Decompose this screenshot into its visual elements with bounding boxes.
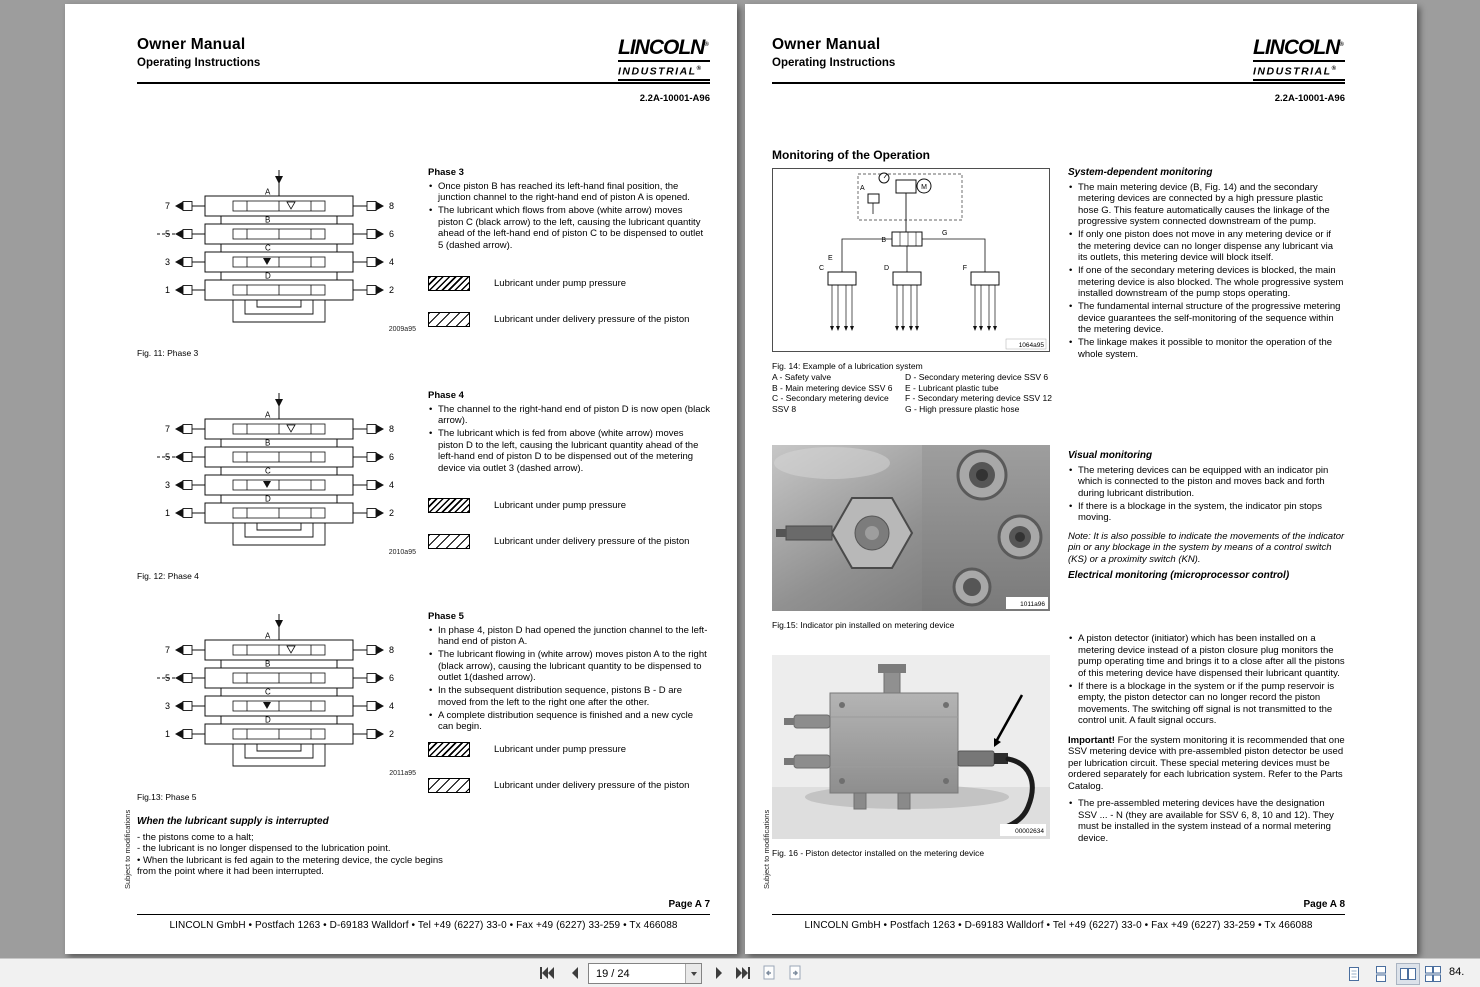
phase4-heading: Phase 4 xyxy=(428,390,464,401)
piston-detector-section xyxy=(1068,633,1345,846)
device-f-label: F xyxy=(962,265,967,272)
visual-bullet-2: • If there is a blockage in the system, the indicator pin stops moving. xyxy=(1068,501,1345,524)
page-select-dropdown[interactable] xyxy=(685,964,701,983)
legend-delivery-pressure xyxy=(428,778,710,793)
phase4-bullet-1: • The channel to the right-hand end of piston D is now open (black arrow). xyxy=(428,404,710,427)
port-number: 8 xyxy=(389,201,395,211)
piston-label: A xyxy=(265,187,271,197)
next-view-button[interactable] xyxy=(784,964,806,982)
page-number-label: Page A 7 xyxy=(668,899,710,910)
final-bullet: • The pre-assembled metering devices have the designation SSV ... - N (they are available for SSV 6, 8, 10 and 12). They must be installed in the system instead of a normal metering device. xyxy=(1068,798,1345,844)
doc-code: 2.2A-10001-A96 xyxy=(639,93,710,104)
port-number: 8 xyxy=(389,645,395,655)
piston-label: C xyxy=(265,466,271,476)
header-rule xyxy=(772,82,1345,84)
port-number: 5 xyxy=(164,229,170,239)
important-text: For the system monitoring it is recommended that one SSV metering device with pre-assembled piston detector be used per lubrication circuit. These special metering devices must be ordered separately for each lubrication system. Refer to the Parts Catalog. xyxy=(1068,734,1345,792)
two-page-view-button[interactable] xyxy=(1396,963,1420,985)
device-d-label: D xyxy=(883,265,889,272)
lubrication-system-diagram xyxy=(772,168,1050,352)
continuous-view-button[interactable] xyxy=(1369,963,1393,985)
figure-code: 1064a95 xyxy=(1018,342,1044,349)
figure-16 xyxy=(772,655,1050,858)
previous-view-button[interactable] xyxy=(758,964,780,982)
port-number: 1 xyxy=(164,508,170,518)
detector-bullet-2: • If there is a blockage in the system or if the pump reservoir is empty, the piston detector can no longer record the piston movements. The switching off signal is not transmitted to the control unit. A fault signal occurs. xyxy=(1068,681,1345,727)
port-number: 5 xyxy=(164,673,170,683)
port-number: 6 xyxy=(389,673,395,683)
port-number: 4 xyxy=(389,701,395,711)
port-number: 6 xyxy=(389,452,395,462)
last-page-button[interactable] xyxy=(732,964,754,982)
page-title: Owner Manual xyxy=(772,36,881,53)
page-number-select[interactable] xyxy=(588,963,702,984)
figure-13 xyxy=(137,610,422,802)
phase3-heading: Phase 3 xyxy=(428,167,464,178)
port-number: 3 xyxy=(164,257,170,267)
legend-delivery-pressure xyxy=(428,534,710,549)
legend-entry: A - Safety valve xyxy=(772,372,832,382)
brand-name: LINCOLN® xyxy=(1253,34,1345,62)
footer-rule xyxy=(772,914,1345,915)
interrupted-item-2: - the lubricant is no longer dispensed to the lubrication point. xyxy=(137,843,391,854)
previous-page-button[interactable] xyxy=(564,964,586,982)
indicator-pin-photo xyxy=(772,445,1050,611)
figure-code: 2010a95 xyxy=(388,549,416,556)
footer-rule xyxy=(137,914,710,915)
piston-label: D xyxy=(265,715,271,725)
piston-label: D xyxy=(265,271,271,281)
interrupted-section xyxy=(137,816,457,878)
tube-label: E xyxy=(828,255,833,262)
phase5-bullet-1: • In phase 4, piston D had opened the junction channel to the left-hand end of piston A. xyxy=(428,625,710,648)
figure-14-caption: Fig. 14: Example of a lubrication system xyxy=(772,361,923,371)
legend-pump-pressure xyxy=(428,742,710,757)
legend-entry: B - Main metering device SSV 6 xyxy=(772,382,893,393)
safety-valve-label: A xyxy=(860,185,865,192)
delivery-pressure-label: Lubricant under delivery pressure of the piston xyxy=(494,535,690,547)
main-device-label: B xyxy=(881,237,886,244)
phase3-section xyxy=(428,167,710,253)
pump-pressure-swatch xyxy=(428,498,470,513)
legend-pump-pressure xyxy=(428,276,710,291)
port-number: 7 xyxy=(164,424,170,434)
pump-pressure-label: Lubricant under pump pressure xyxy=(494,499,627,511)
delivery-pressure-swatch xyxy=(428,778,470,793)
delivery-pressure-label: Lubricant under delivery pressure of the piston xyxy=(494,313,690,325)
section-title: Monitoring of the Operation xyxy=(772,148,930,162)
device-c-label: C xyxy=(818,265,824,272)
piston-label: A xyxy=(265,631,271,641)
figure-16-caption: Fig. 16 - Piston detector installed on the metering device xyxy=(772,848,985,858)
two-page-continuous-view-button[interactable] xyxy=(1421,963,1445,985)
metering-device-diagram xyxy=(137,610,422,788)
phase3-bullet-1: • Once piston B has reached its left-hand final position, the junction channel to the right-hand end of piston A is opened. xyxy=(428,181,710,204)
visual-bullet-1: • The metering devices can be equipped with an indicator pin which is connected to the piston and moves back and forth during lubricant distribution. xyxy=(1068,465,1345,500)
legend-entry: E - Lubricant plastic tube xyxy=(905,382,999,393)
system-monitoring-heading: System-dependent monitoring xyxy=(1068,167,1213,178)
figure-code: 00002634 xyxy=(1015,828,1044,835)
legend-delivery-pressure xyxy=(428,312,710,327)
system-monitoring-bullet-2: • If only one piston does not move in any metering device or if the metering device can no longer dispense any lubricant via its outlets, this metering device will block itself. xyxy=(1068,229,1345,264)
doc-code: 2.2A-10001-A96 xyxy=(1274,93,1345,104)
port-number: 3 xyxy=(164,701,170,711)
single-page-view-button[interactable] xyxy=(1342,963,1366,985)
system-monitoring-bullet-3: • If one of the secondary metering devices is blocked, the main metering device is also blocked. The whole progressive system installed downstream of the pump stops operating. xyxy=(1068,265,1345,300)
important-paragraph xyxy=(1068,735,1345,793)
system-monitoring-bullet-5: • The linkage makes it possible to monitor the operation of the whole system. xyxy=(1068,337,1345,360)
phase4-section xyxy=(428,390,710,476)
figure-14 xyxy=(772,168,1050,371)
fig14-legend-left xyxy=(772,372,902,414)
port-number: 4 xyxy=(389,257,395,267)
figure-11 xyxy=(137,166,422,358)
figure-12-diagram xyxy=(137,389,422,567)
page-number-value: 19 / 24 xyxy=(596,967,630,980)
important-label: Important! xyxy=(1068,734,1115,746)
interrupted-item-3: • When the lubricant is fed again to the metering device, the cycle begins from the point where it had been interrupted. xyxy=(137,854,443,877)
phase5-heading: Phase 5 xyxy=(428,611,464,622)
lincoln-logo xyxy=(1253,34,1345,81)
piston-label: D xyxy=(265,494,271,504)
pump-pressure-label: Lubricant under pump pressure xyxy=(494,743,627,755)
visual-monitoring-section xyxy=(1068,450,1345,582)
piston-detector-photo xyxy=(772,655,1050,839)
port-number: 7 xyxy=(164,645,170,655)
delivery-pressure-label: Lubricant under delivery pressure of the piston xyxy=(494,779,690,791)
interrupted-item-1: - the pistons come to a halt; xyxy=(137,831,254,843)
port-number: 8 xyxy=(389,424,395,434)
chevron-down-icon xyxy=(691,972,697,976)
legend-entry: F - Secondary metering device SSV 12 xyxy=(905,393,1052,403)
pump-pressure-swatch xyxy=(428,742,470,757)
phase4-bullet-2: • The lubricant which is fed from above (white arrow) moves piston D to the left, causing the lubricant quantity ahead of the left-hand end of piston D to be dispensed out of the metering device via outlet 3 (dashed arrow). xyxy=(428,428,710,474)
page-subtitle: Operating Instructions xyxy=(772,57,896,69)
port-number: 3 xyxy=(164,480,170,490)
figure-13-diagram xyxy=(137,610,422,788)
viewer-toolbar xyxy=(0,958,1480,987)
lincoln-logo xyxy=(618,34,710,81)
system-monitoring-bullet-4: • The fundamental internal structure of the progressive metering device guarantees the self-monitoring of the sequence within the metering device. xyxy=(1068,301,1345,336)
figure-code: 2011a95 xyxy=(389,770,416,777)
zoom-level-label: 84. xyxy=(1449,966,1465,978)
page-left xyxy=(65,4,737,954)
electrical-monitoring-heading: Electrical monitoring (microprocessor control) xyxy=(1068,570,1290,581)
footer-address: LINCOLN GmbH • Postfach 1263 • D-69183 Walldorf • Tel +49 (6227) 33-0 • Fax +49 (6227) 33-259 • Tx 466088 xyxy=(169,920,678,931)
figure-11-caption: Fig. 11: Phase 3 xyxy=(137,348,199,358)
port-number: 5 xyxy=(164,452,170,462)
port-number: 1 xyxy=(164,729,170,739)
hose-label: G xyxy=(942,230,948,237)
delivery-pressure-swatch xyxy=(428,312,470,327)
piston-label: B xyxy=(265,215,271,225)
port-number: 2 xyxy=(389,729,395,739)
interrupted-heading: When the lubricant supply is interrupted xyxy=(137,816,329,827)
figure-15-caption: Fig.15: Indicator pin installed on metering device xyxy=(772,620,955,630)
page-number-label: Page A 8 xyxy=(1303,899,1345,910)
piston-label: C xyxy=(265,243,271,253)
header-rule xyxy=(137,82,710,84)
legend-entry: C - Secondary metering device SSV 8 xyxy=(772,393,889,414)
delivery-pressure-swatch xyxy=(428,534,470,549)
figure-15 xyxy=(772,445,1050,630)
legend-pump-pressure xyxy=(428,498,710,513)
metering-device-diagram xyxy=(137,389,422,567)
phase3-bullet-2: • The lubricant which flows from above (white arrow) moves piston C (black arrow) to the left, causing the lubricant quantity ahead of the left-hand end of piston C to be dispensed to outlet 5 (dashed arrow). xyxy=(428,205,710,251)
port-number: 2 xyxy=(389,508,395,518)
visual-monitoring-heading: Visual monitoring xyxy=(1068,450,1153,461)
brand-sub: INDUSTRIAL® xyxy=(618,62,710,81)
fig14-legend-right xyxy=(905,372,1070,414)
footer-address: LINCOLN GmbH • Postfach 1263 • D-69183 Walldorf • Tel +49 (6227) 33-0 • Fax +49 (6227) 33-259 • Tx 466088 xyxy=(804,920,1313,931)
phase5-bullet-3: • In the subsequent distribution sequence, pistons B - D are moved from the left to the right one after the other. xyxy=(428,685,710,708)
port-number: 1 xyxy=(164,285,170,295)
port-number: 7 xyxy=(164,201,170,211)
subject-to-modifications-note: Subject to modifications xyxy=(762,809,771,889)
pump-pressure-swatch xyxy=(428,276,470,291)
page-right xyxy=(745,4,1417,954)
figure-11-diagram xyxy=(137,166,422,344)
piston-label: B xyxy=(265,438,271,448)
legend-entry: G - High pressure plastic hose xyxy=(905,403,1020,414)
figure-12-caption: Fig. 12: Phase 4 xyxy=(137,571,199,581)
next-page-button[interactable] xyxy=(708,964,730,982)
subject-to-modifications-note: Subject to modifications xyxy=(123,809,132,889)
brand-name: LINCOLN® xyxy=(618,34,710,62)
system-monitoring-bullet-1: • The main metering device (B, Fig. 14) and the secondary metering devices are connected by a high pressure plastic hose G. This feature automatically causes the linkage of the progressive system connected downstream of the pump. xyxy=(1068,182,1345,228)
page-title: Owner Manual xyxy=(137,36,246,53)
figure-code: 2009a95 xyxy=(388,326,416,333)
figure-code: 1011a96 xyxy=(1020,601,1045,608)
pump-pressure-label: Lubricant under pump pressure xyxy=(494,277,627,289)
motor-label: M xyxy=(921,184,927,191)
brand-sub: INDUSTRIAL® xyxy=(1253,62,1345,81)
phase5-bullet-2: • The lubricant flowing in (white arrow) moves piston A to the right (black arrow), causing the lubricant quantity to be dispensed to outlet 1(dashed arrow). xyxy=(428,649,710,684)
port-number: 4 xyxy=(389,480,395,490)
legend-entry: D - Secondary metering device SSV 6 xyxy=(905,372,1049,382)
phase5-section xyxy=(428,611,710,734)
first-page-button[interactable] xyxy=(536,964,558,982)
visual-note: Note: It is also possible to indicate the movements of the indicator pin or any blockage in the system by means of a control switch (KS) or a proximity switch (KN). xyxy=(1068,530,1345,565)
page-subtitle: Operating Instructions xyxy=(137,57,261,69)
piston-label: A xyxy=(265,410,271,420)
port-number: 6 xyxy=(389,229,395,239)
phase5-bullet-4: • A complete distribution sequence is finished and a new cycle can begin. xyxy=(428,710,710,733)
port-number: 2 xyxy=(389,285,395,295)
system-monitoring-section xyxy=(1068,167,1345,362)
figure-13-caption: Fig.13: Phase 5 xyxy=(137,792,197,802)
piston-label: C xyxy=(265,687,271,697)
detector-bullet-1: • A piston detector (initiator) which has been installed on a metering device instead of a piston closure plug monitors the pump operating time and brings it to a close after all the pistons of this metering device have dispensed their lubricant quantity. xyxy=(1068,633,1345,679)
figure-12 xyxy=(137,389,422,581)
piston-label: B xyxy=(265,659,271,669)
metering-device-diagram xyxy=(137,166,422,344)
